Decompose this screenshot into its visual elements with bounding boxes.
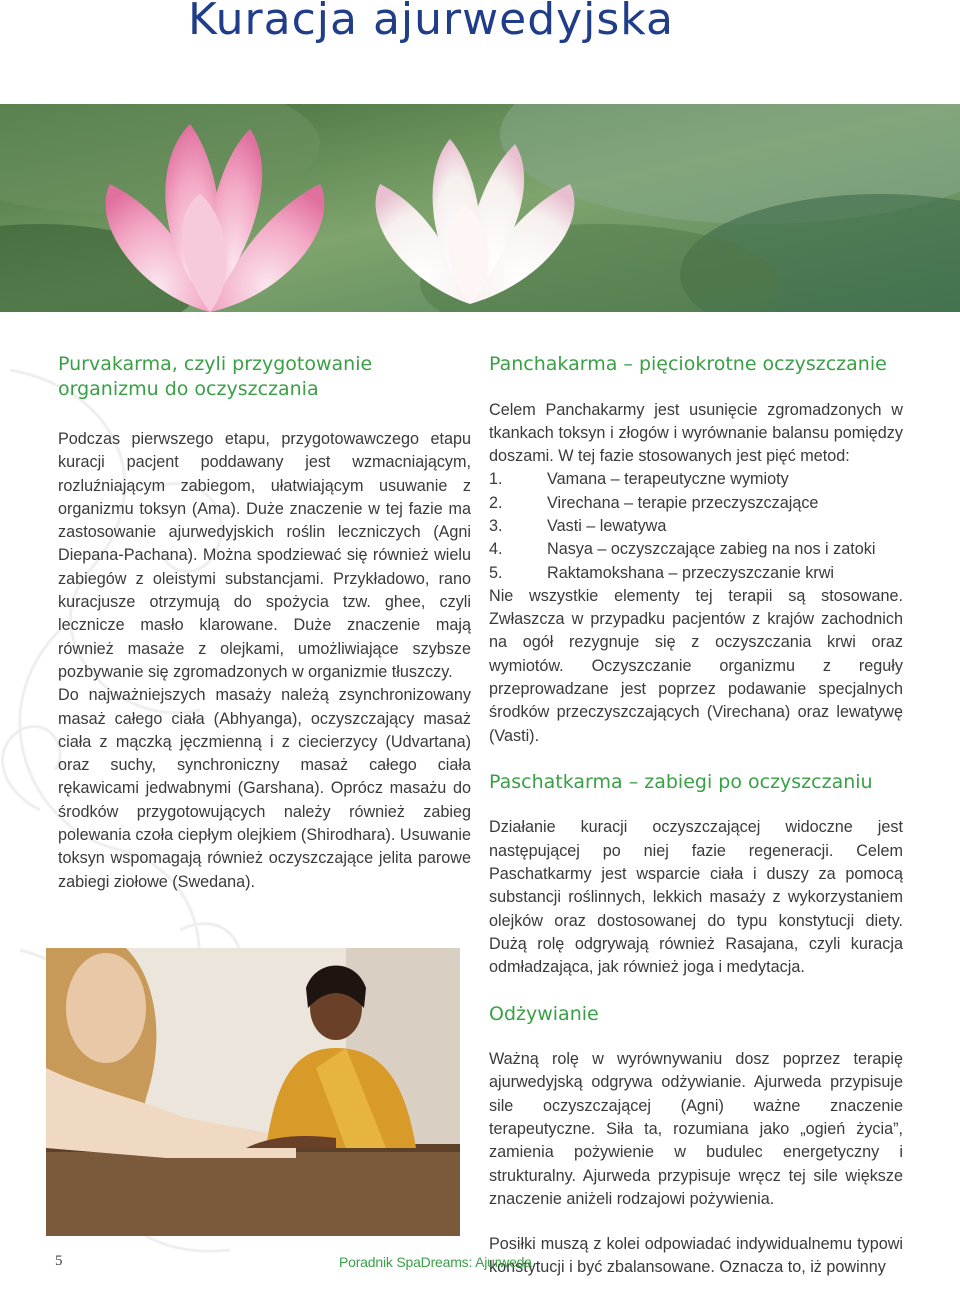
odzywianie-heading: Odżywianie (489, 1002, 599, 1025)
purvakarma-paragraph-1: Podczas pierwszego etapu, przygotowawczego etapu kuracji pacjent poddawany jest wzmacniającym, rozluźniającym zabiegom, ułatwiającym usuwanie z organizmu toksyn (Ama). Duże znaczenie w tej fazie ma zastosowanie ajurwedyjskich roślin leczniczych (Agni Diepana-Pachana). Można spodziewać się również wielu zabiegów z oleistymi substancjami. Przykładowo, rano kuracjusze otrzymują do spożycia tzw. ghee, czyli lecznicze masło klarowane. Duże znaczenie mają również masaże z olejkami, umożliwiające szybsze pozbywanie się zgromadzonych w organizmie tłuszczy. (58, 430, 471, 681)
list-item: 3. Vasti – lewatywa (489, 516, 667, 535)
methods-list (489, 468, 903, 584)
consultation-photo (46, 948, 460, 1236)
purvakarma-heading: Purvakarma, czyli przygotowanie organizmu do oczyszczania (58, 353, 373, 400)
list-item: 1. Vamana – terapeutyczne wymioty (489, 470, 789, 489)
right-column (489, 352, 903, 1280)
paschatkarma-heading: Paschatkarma – zabiegi po oczyszczaniu (489, 770, 873, 793)
panchakarma-heading: Panchakarma – pięciokrotne oczyszczanie (489, 353, 887, 375)
odzywianie-paragraph-2: Posiłki muszą z kolei odpowiadać indywidualnemu typowi konstytucji i być zbalansowane. Oznacza to, iż powinny (489, 1235, 903, 1277)
odzywianie-paragraph-1: Ważną rolę w wyrównywaniu dosz poprzez terapię ajurwedyjską odgrywa odżywianie. Ajurweda przypisuje sile oczyszczającej (Agni) ważne znaczenie terapeutyczne. Siła ta, rozumiana jako „ogień życia”, zamienia pożywienie w budulec energetyczny i strukturalny. Ajurweda przypisuje wręcz tej sile większe znaczenie aniżeli rodzajowi pożywienia. (489, 1050, 903, 1208)
left-column (58, 352, 471, 894)
panchakarma-intro: Celem Panchakarmy jest usunięcie zgromadzonych w tkankach toksyn i złogów i wyrównanie balansu pomiędzy doszami. W tej fazie stosowanych jest pięć metod: (489, 400, 903, 466)
paschatkarma-paragraph: Działanie kuracji oczyszczającej widoczne jest następującej po niej fazie regeneracji. Celem Paschatkarmy jest wsparcie ciała i duszy za pomocą substancji roślinnych, lekkich masaży z wykorzystaniem olejków oraz dostosowanej do typu konstytucji diety. Dużą rolę odgrywają również Rasajana, czyli kuracja odmładzająca, jak również joga i medytacja. (489, 818, 903, 977)
purvakarma-paragraph-2: Do najważniejszych masaży należą zsynchronizowany masaż całego ciała (Abhyanga), oczyszczający masaż ciała z mączką jęczmienną i z ciecierzycy (Udvartana) oraz suchy, synchroniczny masaż całego ciała rękawicami jedwabnymi (Garshana). Oprócz masażu do środków przygotowujących należy również zabieg polewania czoła ciepłym olejkiem (Shirodhara). Usuwanie toksyn wspomagają również oczyszczające jelita parowe zabiegi ziołowe (Swedana). (58, 686, 471, 891)
panchakarma-after-list: Nie wszystkie elementy tej terapii są stosowane. Zwłaszcza w przypadku pacjentów z krajów zachodnich na ogół rezygnuje się z oczyszczania krwi oraz wymiotów. Oczyszczanie organizmu z reguły przeprowadzane jest poprzez podawanie specjalnych środków przeczyszczających (Virechana) oraz lewatywę (Vasti). (489, 586, 903, 745)
list-item: 2. Virechana – terapie przeczyszczające (489, 493, 819, 512)
list-item: 4. Nasya – oczyszczające zabieg na nos i zatoki (489, 540, 876, 559)
page-title: Kuracja ajurwedyjska (188, 0, 674, 45)
page-number: 5 (55, 1253, 63, 1269)
list-item: 5. Raktamokshana – przeczyszczanie krwi (489, 563, 834, 582)
lotus-hero-image (0, 104, 960, 312)
footer-title: Poradnik SpaDreams: Ajurweda (339, 1254, 532, 1270)
